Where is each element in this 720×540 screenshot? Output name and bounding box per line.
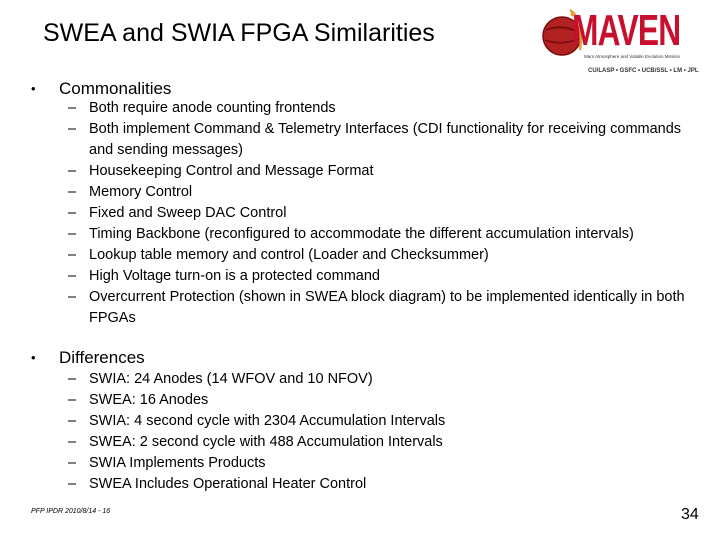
list-item: – Both require anode counting frontends [68,100,336,116]
list-item: – Timing Backbone (reconfigured to accommodate the different accumulation intervals) [68,226,634,242]
section-bullet: • [31,81,36,96]
list-item: – High Voltage turn-on is a protected command [68,268,380,284]
list-item: – SWEA: 16 Anodes [68,392,209,408]
logo-partners: CU/LASP • GSFC • UCB/SSL • LM • JPL [588,68,699,74]
slide-title: SWEA and SWIA FPGA Similarities [43,19,435,47]
list-item: – Fixed and Sweep DAC Control [68,205,287,221]
list-item: – SWEA: 2 second cycle with 488 Accumulation Intervals [68,434,443,450]
differences-list [0,369,720,495]
section-bullet: • [31,350,36,365]
list-item: – SWEA Includes Operational Heater Control [68,476,367,492]
list-item: – Housekeeping Control and Message Format [68,163,374,179]
slide-footer: PFP IPDR 2010/8/14 - 16 [31,508,111,515]
logo-subtitle: Mars Atmosphere and Volatile Evolution Mission [584,54,681,59]
logo-wordmark: MAVEN [572,6,681,55]
list-item: – Both implement Command & Telemetry Interfaces (CDI functionality for receiving commands and sending messages) [68,121,682,158]
page-number: 34 [681,506,699,523]
commonalities-heading: Commonalities [59,79,172,98]
list-item: – SWIA: 24 Anodes (14 WFOV and 10 NFOV) [68,371,373,387]
list-item: – Memory Control [68,184,193,200]
differences-heading: Differences [59,348,145,367]
list-item: – Overcurrent Protection (shown in SWEA block diagram) to be implemented identically in both FPGAs [68,289,685,326]
maven-logo [540,6,708,80]
list-item: – Lookup table memory and control (Loader and Checksummer) [68,247,489,263]
list-item: – SWIA: 4 second cycle with 2304 Accumulation Intervals [68,413,446,429]
commonalities-list [0,98,720,329]
list-item: – SWIA Implements Products [68,455,266,471]
